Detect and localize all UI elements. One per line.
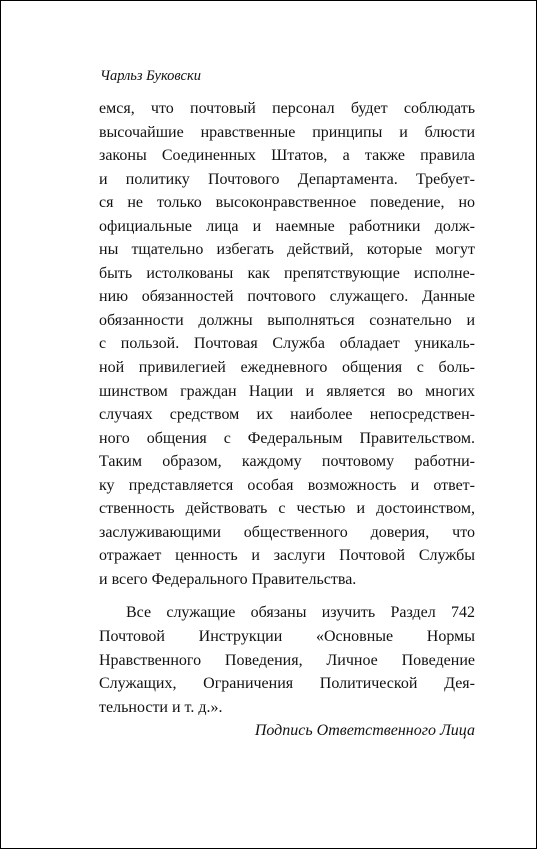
text-line: ной привилегией ежедневного общения с боль- [99, 359, 475, 377]
text-line: заслуживающими общественного доверия, что [99, 523, 475, 541]
text-line: ся не только высоконравственное поведение, но [99, 194, 475, 212]
text-line: и политику Почтового Департамента. Требует- [99, 170, 475, 188]
text-line: шинством граждан Нации и является во многих [99, 382, 475, 400]
signature-line: Подпись Ответственного Лица [254, 722, 475, 740]
text-line: ку представляется особая возможность и ответ- [99, 476, 475, 494]
text-line: Все служащие обязаны изучить Раздел 742 [126, 604, 475, 622]
body-text [99, 97, 475, 743]
paragraph-1 [99, 97, 475, 591]
text-line: с пользой. Почтовая Служба обладает уникаль- [99, 335, 475, 353]
running-head-author: Чарльз Буковски [100, 68, 202, 84]
text-line: обязанности должны выполняться сознательно и [99, 311, 475, 329]
text-line: быть истолкованы как препятствующие исполне- [99, 264, 475, 282]
text-line: высочайшие нравственные принципы и блюсти [99, 123, 475, 141]
text-line: Нравственного Поведения, Личное Поведение [99, 651, 475, 669]
text-line: законы Соединенных Штатов, а также правила [99, 147, 475, 165]
text-line: отражает ценность и заслуги Почтовой Службы [99, 547, 475, 565]
text-line: и всего Федерального Правительства. [99, 570, 357, 588]
text-line: Служащих, Ограничения Политической Дея- [99, 675, 475, 693]
text-line: тельности и т. д.». [99, 698, 223, 716]
text-line: официальные лица и наемные работники долж- [99, 217, 475, 235]
text-line: Почтовой Инструкции «Основные Нормы [99, 628, 475, 646]
text-line: ны тщательно избегать действий, которые могут [99, 241, 475, 259]
text-line: нию обязанностей почтового служащего. Данные [99, 288, 475, 306]
text-line: ственность действовать с честью и достоинством, [99, 500, 475, 518]
text-line: случаях средством их наиболее непосредствен- [99, 406, 475, 424]
text-line: Таким образом, каждому почтовому работни- [99, 453, 475, 471]
text-line: емся, что почтовый персонал будет соблюдать [99, 100, 475, 117]
paragraph-2 [99, 601, 475, 719]
text-line: ного общения с Федеральным Правительством. [99, 429, 475, 447]
